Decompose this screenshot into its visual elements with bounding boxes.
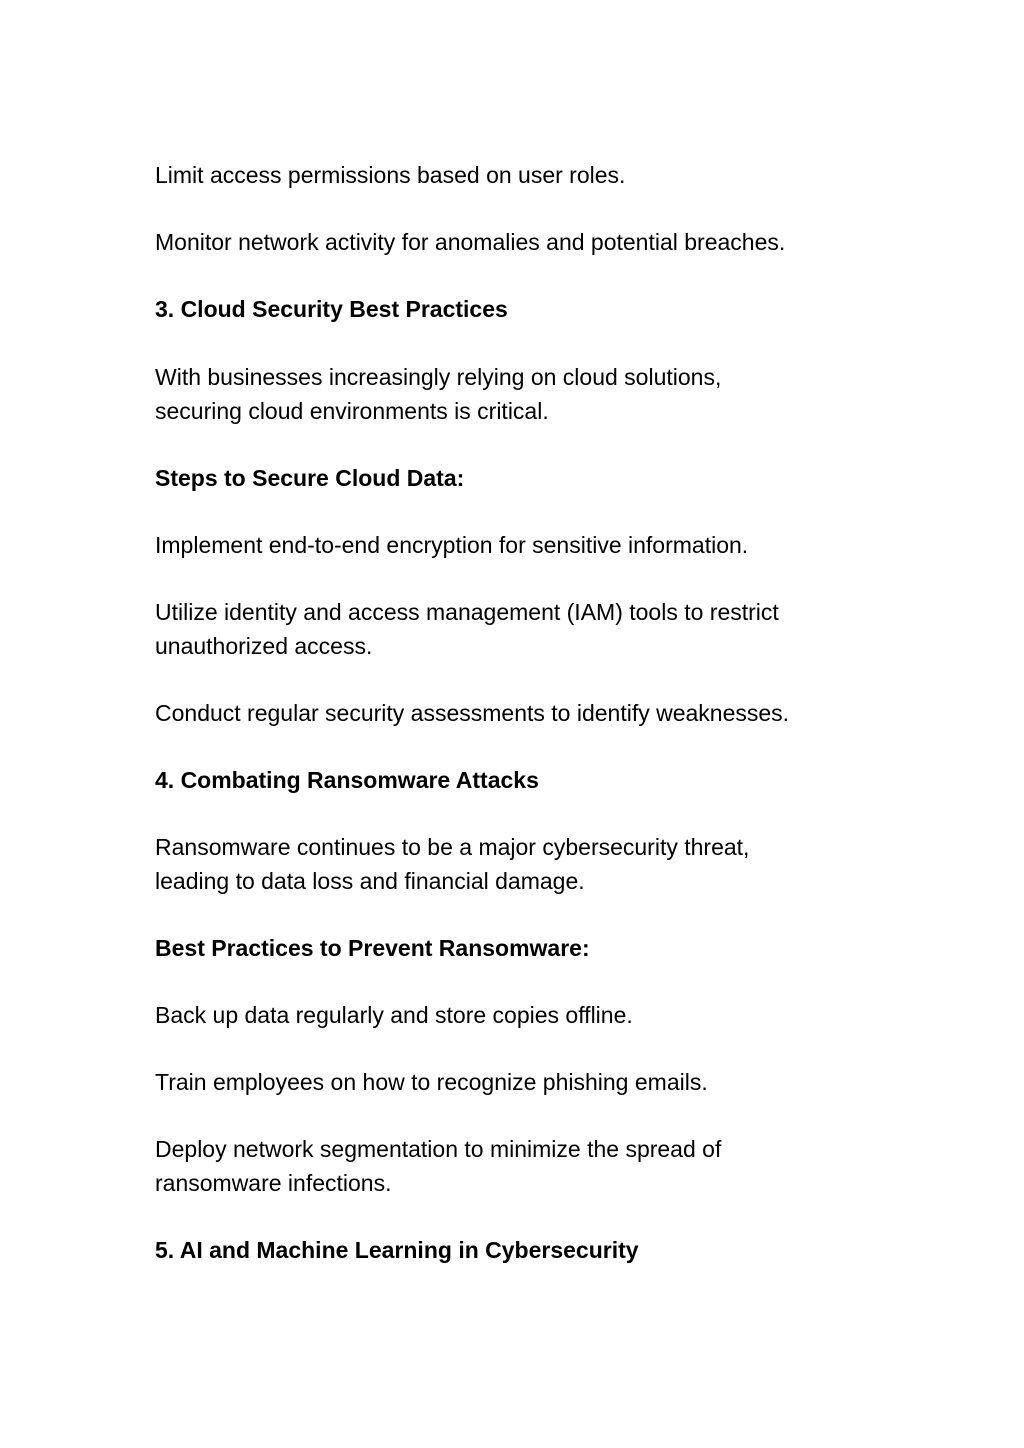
paragraph-segmentation-line-2: ransomware infections.	[155, 1170, 392, 1196]
heading-cloud-security: 3. Cloud Security Best Practices	[155, 296, 508, 322]
paragraph-monitor-network: Monitor network activity for anomalies and potential breaches.	[155, 229, 786, 255]
paragraph-encryption: Implement end-to-end encryption for sensitive information.	[155, 532, 749, 558]
paragraph-train-employees: Train employees on how to recognize phishing emails.	[155, 1069, 708, 1095]
paragraph-limit-access: Limit access permissions based on user roles.	[155, 162, 626, 188]
paragraph-ransomware-intro-line-2: leading to data loss and financial damage.	[155, 868, 585, 894]
paragraph-cloud-intro-line-1: With businesses increasingly relying on cloud solutions,	[155, 364, 722, 390]
paragraph-cloud-intro-line-2: securing cloud environments is critical.	[155, 398, 549, 424]
subheading-secure-cloud-data: Steps to Secure Cloud Data:	[155, 465, 465, 491]
subheading-prevent-ransomware: Best Practices to Prevent Ransomware:	[155, 935, 590, 961]
heading-ransomware: 4. Combating Ransomware Attacks	[155, 767, 539, 793]
paragraph-ransomware-intro-line-1: Ransomware continues to be a major cybersecurity threat,	[155, 834, 750, 860]
heading-ai-machine-learning: 5. AI and Machine Learning in Cybersecurity	[155, 1237, 639, 1263]
paragraph-iam-line-1: Utilize identity and access management (IAM) tools to restrict	[155, 599, 779, 625]
paragraph-iam-line-2: unauthorized access.	[155, 633, 373, 659]
paragraph-segmentation-line-1: Deploy network segmentation to minimize the spread of	[155, 1136, 722, 1162]
paragraph-security-assessments: Conduct regular security assessments to identify weaknesses.	[155, 700, 790, 726]
paragraph-backup: Back up data regularly and store copies offline.	[155, 1002, 633, 1028]
